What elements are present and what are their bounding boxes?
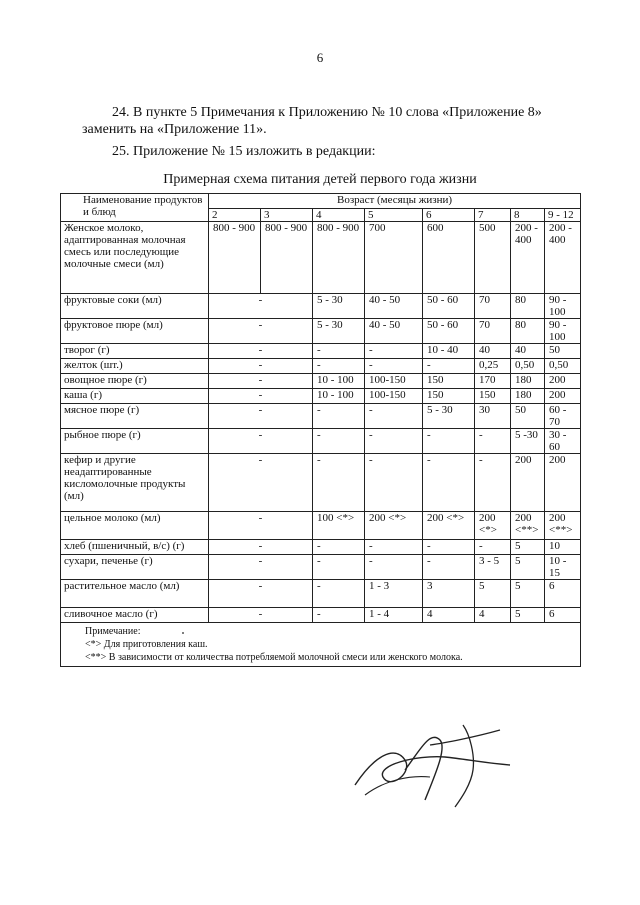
value-cell: 200 <**> [545,512,581,540]
table-row [61,374,581,389]
value-cell: 150 [423,389,475,404]
value-cell: 5 [511,608,545,623]
value-cell: 800 - 900 [209,222,261,294]
value-cell: - [365,429,423,454]
value-cell: - [313,555,365,580]
value-cell: 800 - 900 [261,222,313,294]
age-column-header: 2 [209,209,261,222]
note-line-1: <*> Для приготовления каш. [85,639,208,650]
value-cell: 80 [511,319,545,344]
value-cell: - [423,454,475,512]
note-title: Примечание: [85,626,141,637]
value-cell: 10 - 15 [545,555,581,580]
product-name-cell: кефир и другие неадаптированные кисломолочные продукты (мл) [61,454,209,512]
age-column-header: 7 [475,209,511,222]
value-cell: - [365,454,423,512]
table-row [61,404,581,429]
value-cell: 5 [475,580,511,608]
value-cell: 90 - 100 [545,319,581,344]
product-name-cell: творог (г) [61,344,209,359]
months-2-3-cell: - [209,359,313,374]
value-cell: 150 [423,374,475,389]
value-cell: 100-150 [365,374,423,389]
value-cell: 10 [545,540,581,555]
page-number: 6 [316,50,324,65]
paragraph-25: 25. Приложение № 15 изложить в редакции: [112,144,376,159]
value-cell: 90 - 100 [545,294,581,319]
table-title: Примерная схема питания детей первого года жизни [163,172,477,187]
value-cell: 200 <*> [423,512,475,540]
value-cell: 150 [475,389,511,404]
value-cell: - [313,540,365,555]
value-cell: - [423,429,475,454]
value-cell: 200 [511,454,545,512]
value-cell: 200 - 400 [545,222,581,294]
value-cell: 200 [545,454,581,512]
product-name-cell: фруктовое пюре (мл) [61,319,209,344]
value-cell: 70 [475,294,511,319]
value-cell: - [313,454,365,512]
months-2-3-cell: - [209,319,313,344]
product-name-cell: растительное масло (мл) [61,580,209,608]
value-cell: 50 - 60 [423,319,475,344]
table-note [61,623,581,667]
table-row [61,294,581,319]
scan-speck [182,632,184,634]
months-2-3-cell: - [209,454,313,512]
months-2-3-cell: - [209,429,313,454]
value-cell: 5 -30 [511,429,545,454]
months-2-3-cell: - [209,374,313,389]
value-cell: 5 [511,580,545,608]
value-cell: 200 [545,374,581,389]
value-cell: 6 [545,580,581,608]
product-name-cell: сухари, печенье (г) [61,555,209,580]
table-row [61,319,581,344]
value-cell: 3 - 5 [475,555,511,580]
value-cell: 50 [545,344,581,359]
months-2-3-cell: - [209,404,313,429]
value-cell: - [475,454,511,512]
table-row [61,222,581,294]
value-cell: - [313,359,365,374]
months-2-3-cell: - [209,344,313,359]
table-row [61,454,581,512]
value-cell: 170 [475,374,511,389]
value-cell: 1 - 3 [365,580,423,608]
value-cell: - [423,540,475,555]
value-cell: 0,50 [545,359,581,374]
value-cell: 40 - 50 [365,319,423,344]
value-cell: 50 - 60 [423,294,475,319]
value-cell: 10 - 100 [313,374,365,389]
value-cell: - [475,540,511,555]
value-cell: 180 [511,374,545,389]
product-name-cell: мясное пюре (г) [61,404,209,429]
value-cell: 1 - 4 [365,608,423,623]
months-2-3-cell: - [209,580,313,608]
table-row [61,512,581,540]
value-cell: 40 [511,344,545,359]
value-cell: 800 - 900 [313,222,365,294]
age-column-header: 8 [511,209,545,222]
value-cell: 30 - 60 [545,429,581,454]
value-cell: 5 - 30 [423,404,475,429]
value-cell: 50 [511,404,545,429]
months-2-3-cell: - [209,512,313,540]
value-cell: 80 [511,294,545,319]
value-cell: 5 [511,555,545,580]
value-cell: - [365,359,423,374]
value-cell: 40 [475,344,511,359]
note-line-2: <**> В зависимости от количества потребляемой молочной смеси или женского молока. [85,652,463,663]
value-cell: 100 <*> [313,512,365,540]
value-cell: 200 [545,389,581,404]
value-cell: 6 [545,608,581,623]
product-name-cell: желток (шт.) [61,359,209,374]
value-cell: 5 - 30 [313,319,365,344]
value-cell: 600 [423,222,475,294]
header-product-name: Наименование продуктов и блюд [61,194,209,222]
value-cell: - [313,344,365,359]
product-name-cell: каша (г) [61,389,209,404]
product-name-cell: овощное пюре (г) [61,374,209,389]
handwritten-signature [335,715,515,810]
value-cell: - [423,359,475,374]
product-name-cell: сливочное масло (г) [61,608,209,623]
value-cell: 10 - 40 [423,344,475,359]
months-2-3-cell: - [209,540,313,555]
value-cell: 180 [511,389,545,404]
value-cell: - [313,608,365,623]
value-cell: 4 [475,608,511,623]
months-2-3-cell: - [209,294,313,319]
months-2-3-cell: - [209,555,313,580]
value-cell: 70 [475,319,511,344]
value-cell: 10 - 100 [313,389,365,404]
paragraph-24: 24. В пункте 5 Примечания к Приложению № 10 слова «Приложение 8» заменить на «Приложение 11». [82,105,542,137]
table-row [61,359,581,374]
value-cell: - [475,429,511,454]
value-cell: 30 [475,404,511,429]
value-cell: 100-150 [365,389,423,404]
table-row [61,429,581,454]
value-cell: 700 [365,222,423,294]
value-cell: - [365,344,423,359]
value-cell: 200 <*> [365,512,423,540]
product-name-cell: Женское молоко, адаптированная молочная смесь или последующие молочные смеси (мл) [61,222,209,294]
product-name-cell: рыбное пюре (г) [61,429,209,454]
value-cell: - [423,555,475,580]
value-cell: 40 - 50 [365,294,423,319]
value-cell: - [313,404,365,429]
product-name-cell: цельное молоко (мл) [61,512,209,540]
table-row [61,344,581,359]
age-column-header: 5 [365,209,423,222]
months-2-3-cell: - [209,389,313,404]
table-row [61,389,581,404]
value-cell: 5 - 30 [313,294,365,319]
header-age: Возраст (месяцы жизни) [209,194,581,209]
age-column-header: 3 [261,209,313,222]
months-2-3-cell: - [209,608,313,623]
value-cell: 0,50 [511,359,545,374]
value-cell: - [365,555,423,580]
value-cell: 3 [423,580,475,608]
value-cell: 5 [511,540,545,555]
value-cell: 60 - 70 [545,404,581,429]
age-column-header: 9 - 12 [545,209,581,222]
table-row [61,608,581,623]
value-cell: - [313,429,365,454]
product-name-cell: фруктовые соки (мл) [61,294,209,319]
value-cell: 0,25 [475,359,511,374]
value-cell: 500 [475,222,511,294]
age-column-header: 4 [313,209,365,222]
table-row [61,555,581,580]
feeding-schedule-table [60,193,581,667]
value-cell: - [365,540,423,555]
value-cell: 200 <**> [511,512,545,540]
value-cell: - [365,404,423,429]
table-row [61,540,581,555]
product-name-cell: хлеб (пшеничный, в/с) (г) [61,540,209,555]
value-cell: 4 [423,608,475,623]
age-column-header: 6 [423,209,475,222]
value-cell: 200 <*> [475,512,511,540]
table-row [61,580,581,608]
value-cell: 200 - 400 [511,222,545,294]
value-cell: - [313,580,365,608]
